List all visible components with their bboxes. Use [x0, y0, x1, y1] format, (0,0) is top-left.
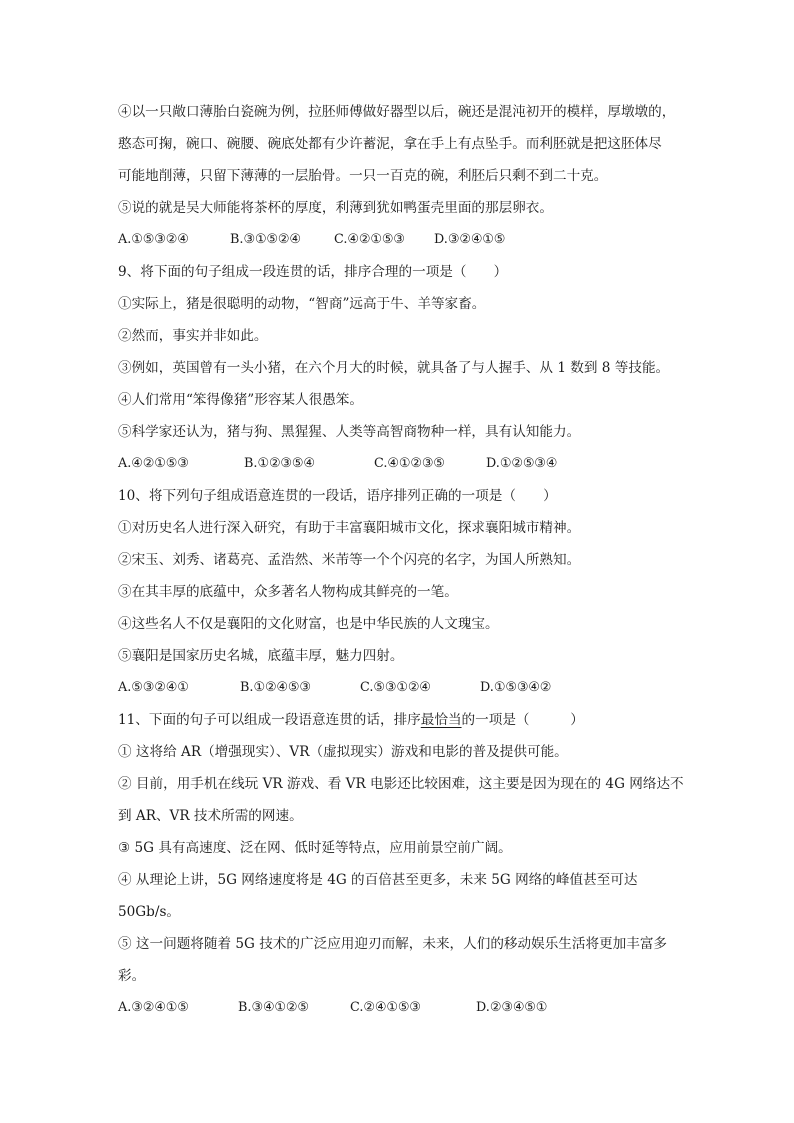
- q9-stem: 9、将下面的句子组成一段连贯的话，排序合理的一项是（ ）: [118, 264, 508, 280]
- q11-item-2-line-2: 到 AR、VR 技术所需的网速。: [118, 808, 303, 824]
- q11-item-5-line-2: 彩。: [118, 968, 146, 984]
- q10-item-4: ④这些名人不仅是襄阳的文化财富，也是中华民族的人文瑰宝。: [118, 616, 499, 632]
- prev-question-options: [118, 230, 688, 250]
- q9-item-2: ②然而，事实并非如此。: [118, 328, 268, 344]
- option-a: A.①⑤③②④: [118, 232, 189, 247]
- q9-options: [118, 454, 688, 474]
- option-c: C.④②①⑤③: [334, 232, 405, 247]
- q10-option-a: A.⑤③②④①: [118, 680, 189, 695]
- q11-item-4-line-2: 50Gb/s。: [118, 904, 181, 920]
- q11-option-d: D.②③④⑤①: [476, 1000, 548, 1015]
- q9-option-d: D.①②⑤③④: [486, 456, 558, 471]
- q10-item-2: ②宋玉、刘秀、诸葛亮、孟浩然、米芾等一个个闪亮的名字，为国人所熟知。: [118, 552, 581, 568]
- q11-stem: [118, 710, 688, 730]
- q11-item-4-line-1: ④ 从理论上讲，5G 网络速度将是 4G 的百倍甚至更多，未来 5G 网络的峰值甚至可达: [118, 872, 638, 888]
- q9-item-1: ①实际上，猪是很聪明的动物，“智商”远高于牛、羊等家畜。: [118, 296, 486, 312]
- q11-item-2-line-1: ② 目前，用手机在线玩 VR 游戏、看 VR 电影还比较困难，这主要是因为现在的 4G 网络达不: [118, 776, 684, 792]
- passage-item-4-line-3: 可能地削薄，只留下薄薄的一层胎骨。一只一百克的碗，利胚后只剩不到二十克。: [118, 168, 608, 184]
- q11-option-a: A.③②④①⑤: [118, 1000, 189, 1015]
- q10-option-d: D.①⑤③④②: [480, 680, 552, 695]
- q11-stem-start: 11、下面的句子可以组成一段语意连贯的话，排序: [118, 712, 421, 728]
- q9-item-4: ④人们常用“笨得像猪”形容某人很愚笨。: [118, 392, 363, 408]
- q9-item-3: ③例如，英国曾有一头小猪，在六个月大的时候，就具备了与人握手、从 1 数到 8 等技能。: [118, 360, 670, 376]
- q10-item-3: ③在其丰厚的底蕴中，众多著名人物构成其鲜亮的一笔。: [118, 584, 458, 600]
- passage-item-4-line-2: 憨态可掬，碗口、碗腰、碗底处都有少许蓄泥，拿在手上有点坠手。而利胚就是把这胚体尽: [118, 136, 662, 152]
- q10-stem: 10、将下列句子组成语意连贯的一段话，语序排列正确的一项是（ ）: [118, 488, 557, 504]
- option-b: B.③①⑤②④: [230, 232, 301, 247]
- q11-options: [118, 998, 688, 1018]
- q9-option-b: B.①②③⑤④: [244, 456, 315, 471]
- q10-option-b: B.①②④⑤③: [240, 680, 311, 695]
- q9-item-5: ⑤科学家还认为，猪与狗、黑猩猩、人类等高智商物种一样，具有认知能力。: [118, 424, 581, 440]
- passage-item-5: ⑤说的就是吴大师能将茶杯的厚度，利薄到犹如鸭蛋壳里面的那层卵衣。: [118, 200, 553, 216]
- q11-item-5-line-1: ⑤ 这一问题将随着 5G 技术的广泛应用迎刃而解，未来，人们的移动娱乐生活将更加丰富多: [118, 936, 668, 952]
- option-d: D.③②④①⑤: [434, 232, 506, 247]
- q10-options: [118, 678, 688, 698]
- q11-option-c: C.②④①⑤③: [350, 1000, 421, 1015]
- q9-option-a: A.④②①⑤③: [118, 456, 189, 471]
- q10-item-1: ①对历史名人进行深入研究，有助于丰富襄阳城市文化，探求襄阳城市精神。: [118, 520, 581, 536]
- q11-option-b: B.③④①②⑤: [238, 1000, 309, 1015]
- q11-stem-underlined: 最恰当: [420, 712, 462, 728]
- q11-item-1: ① 这将给 AR（增强现实）、VR（虚拟现实）游戏和电影的普及提供可能。: [118, 744, 568, 760]
- q9-option-c: C.④①②③⑤: [374, 456, 445, 471]
- q11-stem-end: 的一项是（ ）: [461, 712, 584, 728]
- q10-option-c: C.⑤③①②④: [360, 680, 431, 695]
- passage-item-4-line-1: ④以一只敞口薄胎白瓷碗为例，拉胚师傅做好器型以后，碗还是混沌初开的模样，厚墩墩的，: [118, 104, 676, 120]
- q10-item-5: ⑤襄阳是国家历史名城，底蕴丰厚，魅力四射。: [118, 648, 404, 664]
- q11-item-3: ③ 5G 具有高速度、泛在网、低时延等特点，应用前景空前广阔。: [118, 840, 512, 856]
